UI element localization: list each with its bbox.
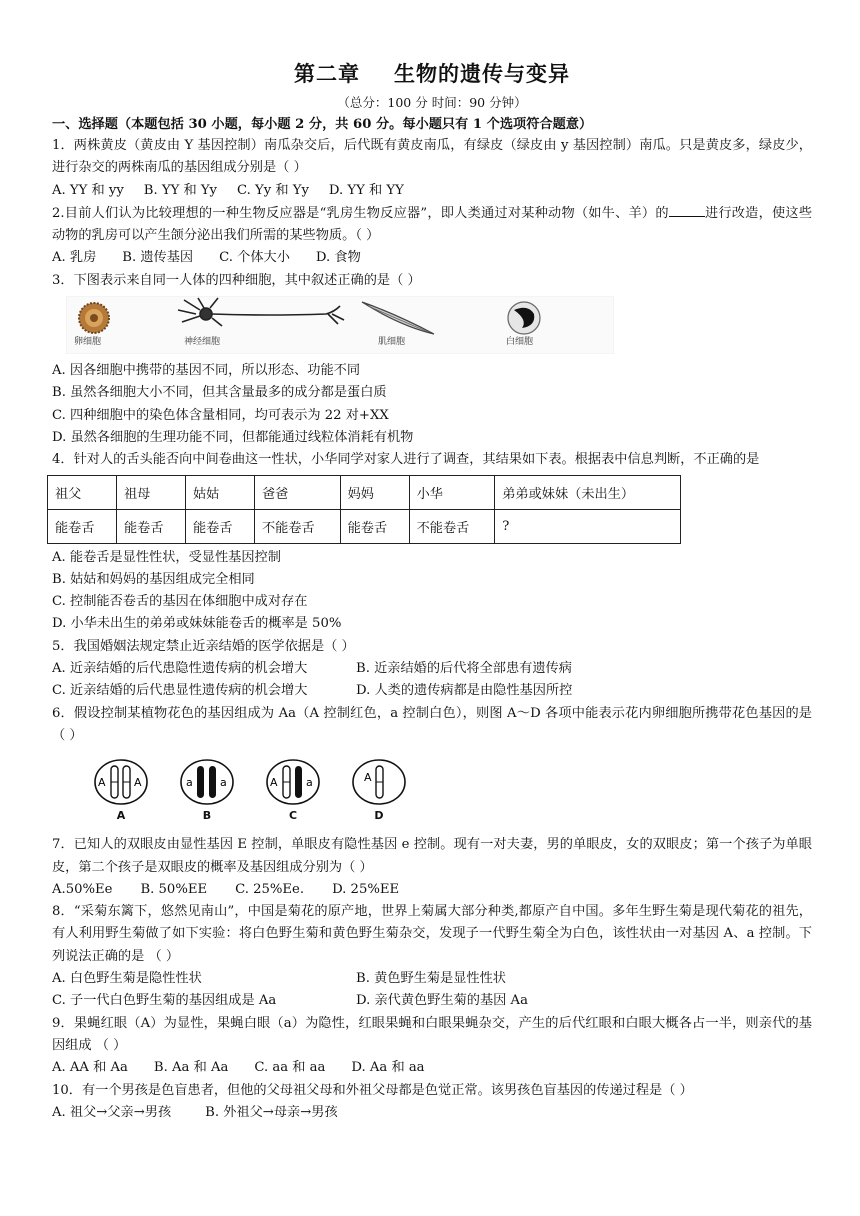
figure-option[interactable]	[264, 757, 322, 822]
option[interactable]: B. YY 和 Yy	[143, 182, 218, 198]
table-cell: 不能卷舌	[409, 509, 495, 543]
table-cell: 祖母	[116, 475, 185, 509]
section-heading: 一、选择题（本题包括 30 小题，每小题 2 分，共 60 分。每小题只有 1 个选项符合题意）	[52, 117, 593, 132]
option[interactable]: C. 四种细胞中的染色体含量相同，均可表示为 22 对+XX	[52, 407, 389, 423]
stem-part: 2.目前人们认为比较理想的一种生物反应器是“乳房生物反应器”，即人类通过对某种动物（如牛、羊）的	[52, 205, 669, 221]
table-row	[48, 509, 681, 543]
question-2-stem	[52, 202, 812, 248]
table-header-row	[48, 475, 681, 509]
question-8-options-row	[52, 990, 812, 1012]
chapter-number: 第二章	[294, 62, 360, 86]
question-1-stem: 1．两株黄皮（黄皮由 Y 基因控制）南瓜杂交后，后代既有黄皮南瓜，有绿皮（绿皮由 y 基因控制）南瓜。只是黄皮多，绿皮少，进行杂交的两株南瓜的基因组成分别是（ ）	[52, 138, 812, 176]
table-cell: 不能卷舌	[254, 509, 340, 543]
table-cell: ?	[495, 509, 681, 543]
cell-chromosome-icon	[178, 757, 236, 807]
table-cell: 弟弟或妹妹（未出生）	[495, 475, 681, 509]
figure-label: B	[202, 809, 212, 823]
table-cell: 小华	[409, 475, 495, 509]
gene-label: a	[186, 776, 193, 790]
option[interactable]: B. 外祖父→母亲→男孩	[205, 1104, 338, 1120]
question-7-stem: 7．已知人的双眼皮由显性基因 E 控制，单眼皮有隐性基因 e 控制。现有一对夫妻，男的单眼皮，女的双眼皮；第一个孩子为单眼皮，第二个孩子是双眼皮的概率及基因组成分别为（ ）	[52, 837, 812, 875]
question-8-stem: 8．“采菊东篱下，悠然见南山”，中国是菊花的原产地，世界上菊属大部分种类,都原产自中国。多年生野生菊是现代菊花的祖先，有人利用野生菊做了如下实验：将白色野生菊和黄色野生菊杂交，发现子一代野生菊全为白色，该性状由一对基因 A、a 控制。下列说法正确的是 （ ）	[52, 904, 812, 964]
cell-label: 神经细胞	[184, 337, 221, 348]
cell-chromosome-icon	[264, 757, 322, 807]
gene-label: A	[270, 776, 278, 790]
gene-label: a	[306, 776, 313, 790]
option[interactable]: A. YY 和 yy	[52, 182, 124, 198]
question-10-options	[52, 1102, 812, 1124]
figure-label: C	[288, 809, 298, 823]
option[interactable]: B. Aa 和 Aa	[153, 1060, 229, 1076]
figure-label: D	[374, 809, 384, 823]
option[interactable]: C. 子一代白色野生菊的基因组成是 Aa	[52, 993, 277, 1009]
cells-figure	[66, 296, 614, 354]
table-cell: 祖父	[48, 475, 117, 509]
question-7-options	[52, 879, 812, 901]
question-1-options	[52, 180, 812, 202]
exam-info: （总分：100 分 时间：90 分钟）	[337, 95, 527, 110]
option[interactable]: A. AA 和 Aa	[52, 1060, 128, 1076]
table-cell: 能卷舌	[185, 509, 254, 543]
option[interactable]: C. 25%Ee.	[235, 881, 305, 897]
question-5-stem: 5．我国婚姻法规定禁止近亲结婚的医学依据是（ ）	[52, 638, 355, 654]
cell-label: 肌细胞	[378, 337, 406, 348]
gene-label: A	[134, 776, 142, 790]
figure-option[interactable]	[92, 757, 150, 822]
option[interactable]: B. 姑姑和妈妈的基因组成完全相同	[52, 571, 255, 587]
option[interactable]: D. 虽然各细胞的生理功能不同，但都能通过线粒体消耗有机物	[52, 429, 414, 445]
option[interactable]: C. 近亲结婚的后代患显性遗传病的机会增大	[52, 683, 308, 699]
page-title	[52, 58, 812, 90]
option[interactable]: B. 黄色野生菊是显性性状	[356, 971, 506, 987]
figure-option[interactable]	[350, 757, 408, 822]
option[interactable]: C. 控制能否卷舌的基因在体细胞中成对存在	[52, 594, 308, 610]
egg-cell-icon	[79, 303, 109, 333]
option[interactable]: B. 近亲结婚的后代将全部患有遗传病	[356, 661, 572, 677]
option[interactable]: A. 白色野生菊是隐性性状	[52, 971, 202, 987]
gene-label: A	[98, 776, 106, 790]
cell-chromosome-icon	[92, 757, 150, 807]
question-10-stem: 10．有一个男孩是色盲患者，但他的父母祖父母和外祖父母都是色觉正常。该男孩色盲基因的传递过程是（ ）	[52, 1082, 693, 1098]
table-cell: 能卷舌	[48, 509, 117, 543]
cell-label: 卵细胞	[74, 337, 102, 348]
question-2-options	[52, 247, 812, 269]
option[interactable]: A. 祖父→父亲→男孩	[52, 1104, 172, 1120]
option[interactable]: B. 50%EE	[140, 881, 208, 897]
option[interactable]: C. Yy 和 Yy	[237, 182, 309, 198]
exam-page	[52, 58, 812, 1124]
table-cell: 爸爸	[254, 475, 340, 509]
gene-label: A	[364, 771, 372, 785]
option[interactable]: B. 遗传基因	[122, 250, 194, 266]
cell-label: 白细胞	[506, 337, 534, 348]
option[interactable]: D. 25%EE	[332, 881, 400, 897]
chapter-title: 生物的遗传与变异	[394, 62, 570, 86]
option[interactable]: A.50%Ee	[52, 881, 113, 897]
table-cell: 妈妈	[340, 475, 409, 509]
option[interactable]: C. aa 和 aa	[254, 1060, 326, 1076]
chromosome-figure	[92, 757, 812, 822]
gene-label: a	[220, 776, 227, 790]
figure-label: A	[116, 809, 126, 823]
option[interactable]: D. YY 和 YY	[328, 182, 404, 198]
table-cell: 姑姑	[185, 475, 254, 509]
option[interactable]: D. 人类的遗传病都是由隐性基因所控	[356, 683, 573, 699]
question-3-stem: 3．下图表示来自同一人体的四种细胞，其中叙述正确的是（ ）	[52, 272, 421, 288]
question-9-stem: 9．果蝇红眼（A）为显性，果蝇白眼（a）为隐性，红眼果蝇和白眼果蝇杂交，产生的后代红眼和白眼大概各占一半，则亲代的基因组成 （ ）	[52, 1015, 812, 1053]
option[interactable]: A. 近亲结婚的后代患隐性遗传病的机会增大	[52, 661, 308, 677]
table-cell: 能卷舌	[116, 509, 185, 543]
option[interactable]: B. 虽然各细胞大小不同，但其含量最多的成分都是蛋白质	[52, 385, 387, 401]
white-blood-cell-icon	[508, 302, 540, 334]
question-4-stem: 4．针对人的舌头能否向中间卷曲这一性状，小华同学对家人进行了调查，其结果如下表。根据表中信息判断，不正确的是	[52, 452, 760, 468]
option[interactable]: D. Aa 和 aa	[351, 1060, 425, 1076]
question-5-options-row	[52, 680, 812, 702]
question-6-stem: 6．假设控制某植物花色的基因组成为 Aa（A 控制红色，a 控制白色），则图 A～D 各项中能表示花内卵细胞所携带花色基因的是（ ）	[52, 705, 812, 743]
option[interactable]: D. 小华未出生的弟弟或妹妹能卷舌的概率是 50%	[52, 616, 342, 632]
question-9-options	[52, 1057, 812, 1079]
option[interactable]: A. 因各细胞中携带的基因不同，所以形态、功能不同	[52, 363, 361, 379]
option[interactable]: C. 个体大小	[219, 250, 290, 266]
option[interactable]: D. 食物	[315, 250, 361, 266]
option[interactable]: A. 能卷舌是显性性状，受显性基因控制	[52, 549, 281, 565]
survey-table	[47, 475, 681, 544]
figure-option[interactable]	[178, 757, 236, 822]
option[interactable]: D. 亲代黄色野生菊的基因 Aa	[356, 993, 528, 1009]
option[interactable]: A. 乳房	[52, 250, 97, 266]
fill-blank[interactable]	[669, 202, 705, 217]
question-5-options-row	[52, 658, 812, 680]
table-cell: 能卷舌	[340, 509, 409, 543]
question-8-options-row	[52, 968, 812, 990]
stem-part: 进行改造，使这些动物的乳房可以产生颌分泌出我们所需的某些物质。（ ）	[52, 205, 813, 244]
cell-chromosome-icon	[350, 757, 408, 807]
